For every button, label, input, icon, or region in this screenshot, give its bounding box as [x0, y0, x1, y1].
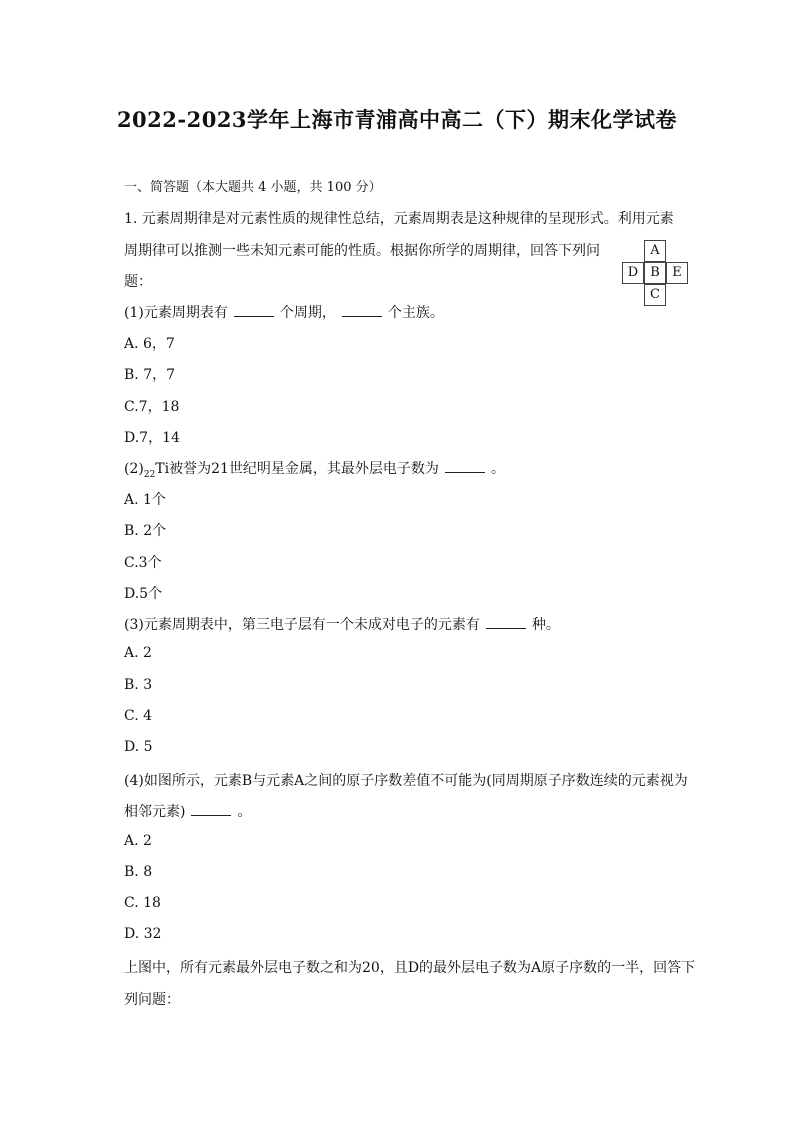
section-header: 一、简答题（本大题共 4 小题，共 100 分）	[124, 180, 382, 195]
sub4-text-b: 。	[237, 804, 252, 820]
sub1-option-d: D.7，14	[124, 430, 180, 446]
sub4-option-c: C. 18	[124, 895, 161, 911]
sub4-option-b: B. 8	[124, 864, 153, 880]
sub2-option-d: D.5个	[124, 586, 163, 602]
tail-prompt-line2: 列问题：	[124, 992, 180, 1008]
figure-cell-c: C	[644, 284, 666, 306]
q1-intro-line1: 1. 元素周期律是对元素性质的规律性总结，元素周期表是这种规律的呈现形式。利用元素	[124, 211, 674, 227]
sub1-text-b: 个周期，	[279, 305, 336, 321]
figure-cell-b: B	[644, 262, 666, 284]
sub-question-1	[124, 302, 444, 322]
sub4-option-d: D. 32	[124, 926, 162, 942]
sub3-text-a: (3)元素周期表中，第三电子层有一个未成对电子的元素有	[124, 617, 480, 633]
answer-blank	[234, 315, 274, 317]
sub2-text-b: 。	[490, 461, 505, 477]
q1-intro-line3: 题：	[124, 274, 152, 290]
sub1-option-a: A. 6，7	[124, 336, 175, 352]
answer-blank	[445, 471, 485, 473]
figure-cell-e: E	[666, 262, 688, 284]
sub4-text-a: 相邻元素)	[124, 804, 186, 820]
sub-question-2	[124, 458, 505, 480]
page-title: 2022-2023学年上海市青浦高中高二（下）期末化学试卷	[116, 107, 678, 132]
sub3-option-b: B. 3	[124, 677, 153, 693]
sub-question-3	[124, 614, 560, 634]
sub3-option-d: D. 5	[124, 739, 153, 755]
sub-question-4-line1: (4)如图所示，元素B与元素A之间的原子序数差值不可能为(同周期原子序数连续的元素视为	[124, 773, 688, 789]
sub2-option-c: C.3个	[124, 555, 162, 571]
sub-question-4-line2	[124, 801, 251, 821]
figure-cell-d: D	[622, 262, 644, 284]
sub1-option-c: C.7，18	[124, 399, 180, 415]
answer-blank	[486, 627, 526, 629]
figure-cell-a: A	[644, 240, 666, 262]
sub2-prefix: (2)	[124, 461, 144, 477]
sub1-text-a: (1)元素周期表有	[124, 305, 228, 321]
sub2-atomic-number: 22	[143, 469, 156, 480]
sub2-text-a: Ti被誉为21世纪明星金属，其最外层电子数为	[155, 461, 439, 477]
sub1-option-b: B. 7，7	[124, 367, 176, 383]
sub3-option-a: A. 2	[124, 645, 152, 661]
q1-intro-line2: 周期律可以推测一些未知元素可能的性质。根据你所学的周期律，回答下列问	[124, 243, 600, 259]
sub3-text-b: 种。	[531, 617, 560, 633]
answer-blank	[342, 315, 382, 317]
element-position-figure	[620, 240, 692, 312]
answer-blank	[191, 814, 231, 816]
sub1-text-c: 个主族。	[387, 305, 444, 321]
sub3-option-c: C. 4	[124, 708, 153, 724]
sub4-option-a: A. 2	[124, 833, 152, 849]
tail-prompt-line1: 上图中，所有元素最外层电子数之和为20，且D的最外层电子数为A原子序数的一半，回答下	[124, 960, 696, 976]
sub2-option-a: A. 1个	[124, 492, 166, 508]
sub2-option-b: B. 2个	[124, 523, 167, 539]
